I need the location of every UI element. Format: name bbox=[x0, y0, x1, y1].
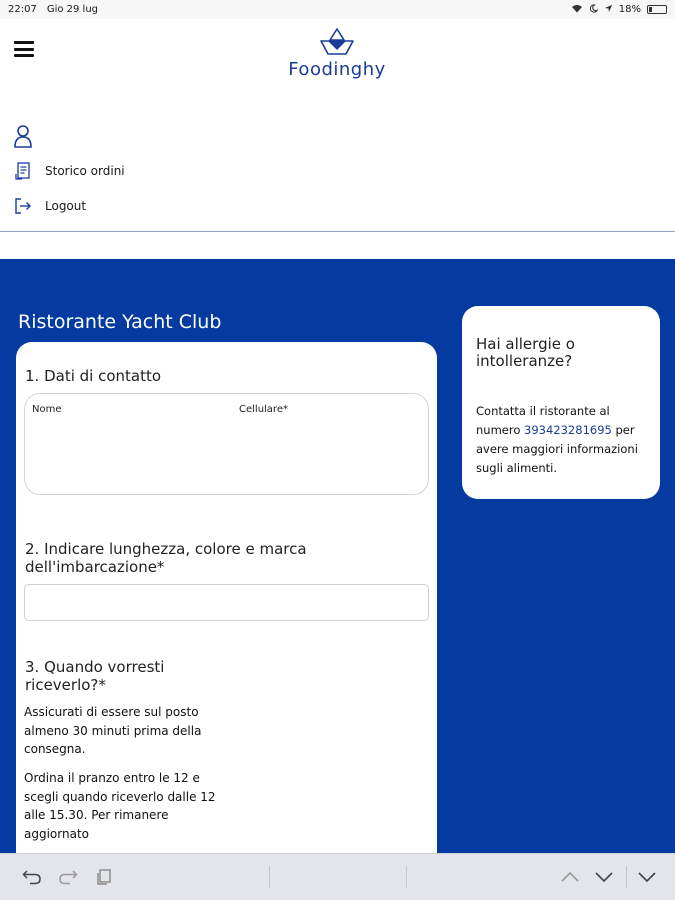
redo-icon[interactable] bbox=[57, 866, 79, 888]
status-right bbox=[571, 4, 667, 16]
section-boat-title: 2. Indicare lunghezza, colore e marca dell'imbarcazione* bbox=[25, 540, 307, 576]
allergy-title: Hai allergie o intolleranze? bbox=[476, 335, 575, 370]
status-time: 22:07 bbox=[8, 4, 37, 15]
receipt-icon bbox=[13, 161, 33, 181]
app-header bbox=[0, 19, 675, 99]
status-bar bbox=[0, 0, 675, 19]
section-delivery-title: 3. Quando vorresti riceverlo?* bbox=[25, 658, 165, 694]
undo-icon[interactable] bbox=[21, 866, 43, 888]
logout-icon bbox=[13, 196, 33, 216]
restaurant-title: Ristorante Yacht Club bbox=[18, 311, 222, 333]
hamburger-menu-icon[interactable] bbox=[14, 41, 34, 57]
logo-text: Foodinghy bbox=[288, 59, 386, 80]
section-contact-title: 1. Dati di contatto bbox=[25, 367, 162, 385]
menu-item-logout[interactable] bbox=[13, 196, 86, 216]
menu-item-label: Storico ordini bbox=[45, 164, 125, 178]
boat-details-input[interactable] bbox=[24, 584, 429, 621]
restaurant-phone-link[interactable]: 393423281695 bbox=[524, 423, 612, 437]
battery-percent: 18% bbox=[618, 4, 641, 15]
contact-fields-box bbox=[24, 393, 429, 495]
toolbar-separator bbox=[406, 866, 407, 888]
allergy-text-before: Contatta il ristorante al numero bbox=[476, 404, 610, 437]
menu-divider bbox=[0, 231, 675, 232]
logo[interactable] bbox=[287, 27, 387, 80]
clipboard-icon[interactable] bbox=[93, 866, 115, 888]
chevron-down-icon[interactable] bbox=[593, 866, 615, 888]
delivery-note-1: Assicurati di essere sul posto almeno 30 minuti prima della consegna. bbox=[24, 705, 202, 756]
delivery-note-2: Ordina il pranzo entro le 12 e scegli quando riceverlo dalle 12 alle 15.30. Per rimanere aggiornato bbox=[24, 771, 216, 841]
status-date: Gio 29 lug bbox=[46, 4, 99, 15]
menu-item-order-history[interactable] bbox=[13, 161, 125, 181]
wifi-icon bbox=[571, 4, 583, 16]
phone-field[interactable]: Cellulare* bbox=[239, 404, 288, 415]
toolbar-separator bbox=[269, 866, 270, 888]
order-section bbox=[0, 259, 675, 853]
moon-icon bbox=[589, 4, 598, 16]
chevron-up-icon[interactable] bbox=[559, 866, 581, 888]
bottom-toolbar bbox=[0, 853, 675, 900]
toolbar-separator bbox=[626, 866, 627, 888]
menu-item-label: Logout bbox=[45, 199, 87, 213]
battery-fill bbox=[649, 7, 652, 12]
allergy-text bbox=[476, 402, 654, 478]
boat-logo-icon bbox=[318, 27, 356, 57]
order-form-card bbox=[16, 342, 437, 853]
user-icon[interactable] bbox=[13, 124, 33, 152]
allergy-text-after: per avere maggiori informazioni sugli alimenti. bbox=[476, 423, 638, 475]
battery-icon bbox=[647, 5, 667, 14]
dismiss-keyboard-icon[interactable] bbox=[636, 866, 658, 888]
location-icon bbox=[604, 4, 613, 16]
name-field[interactable]: Nome bbox=[32, 404, 62, 415]
allergy-card bbox=[462, 306, 660, 499]
